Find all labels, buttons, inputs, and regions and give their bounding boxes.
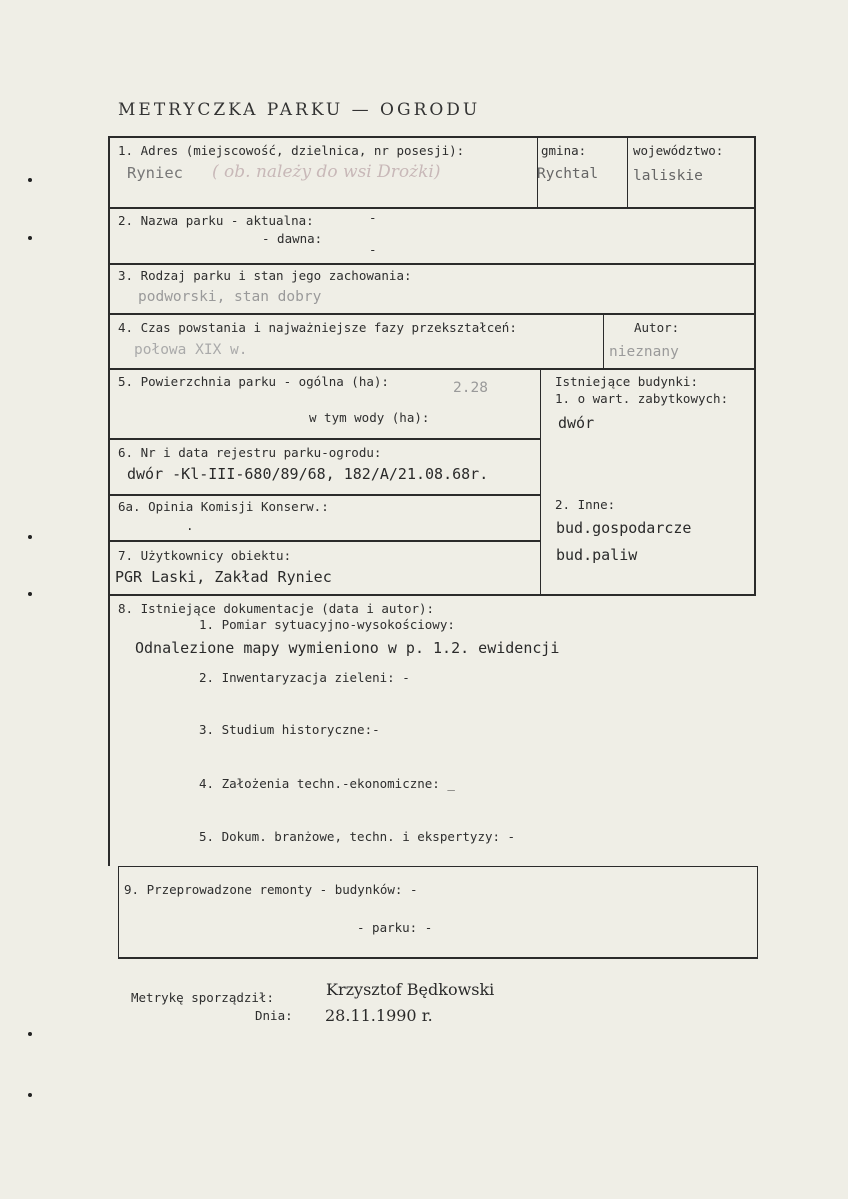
documentation-economic: 4. Założenia techn.-ekonomiczne: _ (199, 776, 455, 791)
documentation-survey-value: Odnalezione mapy wymieniono w p. 1.2. ewidencji (135, 639, 560, 657)
punch-mark (28, 592, 32, 596)
buildings-other-value-2: bud.paliw (556, 546, 638, 564)
renovations-buildings-label: 9. Przeprowadzone remonty - budynków: - (124, 882, 418, 897)
renovations-park-label: - parku: - (357, 920, 433, 935)
park-type-label: 3. Rodzaj parku i stan jego zachowania: (118, 268, 412, 283)
date-value: 28.11.1990 r. (325, 1006, 433, 1025)
punch-mark (28, 1093, 32, 1097)
punch-mark (28, 535, 32, 539)
opinion-value: . (186, 518, 194, 533)
punch-mark (28, 1032, 32, 1036)
documentation-greenery: 2. Inwentaryzacja zieleni: - (199, 670, 410, 685)
users-value: PGR Laski, Zakład Ryniec (115, 568, 332, 586)
users-label: 7. Użytkownicy obiektu: (118, 548, 292, 563)
park-name-current-dash: - (369, 210, 377, 225)
creation-time-value: połowa XIX w. (134, 342, 248, 358)
opinion-label: 6a. Opinia Komisji Konserw.: (118, 499, 329, 514)
registry-value: dwór -Kl-III-680/89/68, 182/A/21.08.68r. (127, 465, 489, 483)
punch-mark (28, 178, 32, 182)
water-area-label: w tym wody (ha): (309, 410, 430, 425)
made-by-value: Krzysztof Będkowski (326, 980, 495, 999)
buildings-historic-label: 1. o wart. zabytkowych: (555, 391, 729, 406)
punch-mark (28, 236, 32, 240)
park-name-former-dash: - (369, 242, 377, 257)
buildings-historic-value: dwór (558, 414, 595, 432)
wojewodztwo-label: województwo: (633, 143, 724, 158)
documentation-label: 8. Istniejące dokumentacje (data i autor): (118, 601, 435, 616)
wojewodztwo-value: laliskie (633, 168, 703, 184)
documentation-survey-label: 1. Pomiar sytuacyjno-wysokościowy: (199, 617, 455, 632)
documentation-history: 3. Studium historyczne:- (199, 722, 380, 737)
area-value: 2.28 (453, 380, 488, 396)
address-label: 1. Adres (miejscowość, dzielnica, nr posesji): (118, 143, 465, 158)
address-handwritten-note: ( ob. należy do wsi Drożki) (212, 162, 441, 182)
address-value: Ryniec (127, 164, 183, 182)
documentation-expertise: 5. Dokum. branżowe, techn. i ekspertyzy: - (199, 829, 516, 844)
park-type-value: podworski, stan dobry (138, 289, 322, 305)
registry-label: 6. Nr i data rejestru parku-ogrodu: (118, 445, 382, 460)
made-by-label: Metrykę sporządził: (131, 990, 274, 1005)
park-name-label: 2. Nazwa parku - aktualna: (118, 213, 314, 228)
page-title: METRYCZKA PARKU — OGRODU (118, 100, 481, 120)
gmina-label: gmina: (541, 143, 587, 158)
park-name-former-label: - dawna: (262, 231, 323, 246)
creation-time-label: 4. Czas powstania i najważniejsze fazy przekształceń: (118, 320, 517, 335)
gmina-value: Rychtal (537, 166, 599, 182)
buildings-other-value-1: bud.gospodarcze (556, 519, 692, 537)
author-label: Autor: (634, 320, 680, 335)
date-label: Dnia: (255, 1008, 293, 1023)
area-label: 5. Powierzchnia parku - ogólna (ha): (118, 374, 389, 389)
author-value: nieznany (609, 344, 679, 360)
buildings-other-label: 2. Inne: (555, 497, 616, 512)
buildings-label: Istniejące budynki: (555, 374, 698, 389)
